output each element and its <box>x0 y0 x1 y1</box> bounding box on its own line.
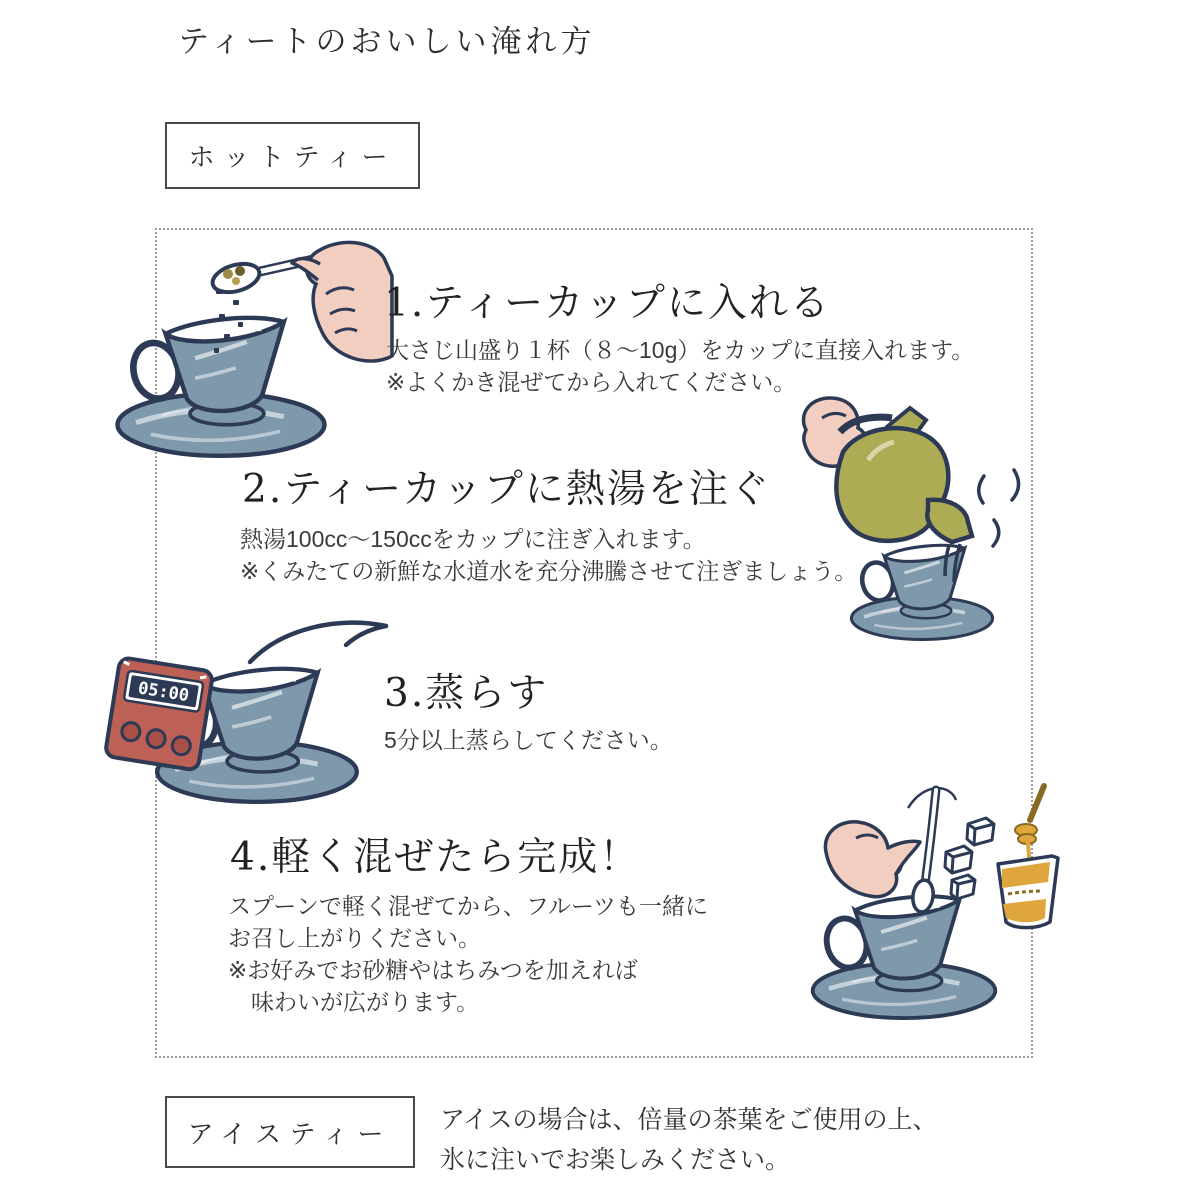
step4-line4: 味わいが広がります。 <box>228 989 480 1015</box>
hand-icon <box>825 822 920 897</box>
honey-jar-icon <box>998 856 1058 928</box>
step4-illustration <box>812 772 1060 1016</box>
step3-illustration <box>102 612 398 808</box>
page-title: ティートのおいしい淹れ方 <box>178 24 596 60</box>
timer-display: 05:00 <box>136 678 191 707</box>
sugar-cubes-icon <box>945 818 994 899</box>
ice-tea-label: アイスティー <box>187 1119 393 1150</box>
step4-line1: スプーンで軽く混ぜてから、フルーツも一緒に <box>228 893 709 919</box>
ice-tea-line1: アイスの場合は、倍量の茶葉をご使用の上、 <box>440 1106 938 1134</box>
hand-icon <box>292 242 392 361</box>
step3-heading: 3.蒸らす <box>384 671 549 716</box>
step1-line2: ※よくかき混ぜてから入れてください。 <box>386 369 797 395</box>
honey-dipper-icon <box>1015 786 1044 864</box>
timer-icon <box>105 657 213 770</box>
steam-swoosh-icon <box>250 623 386 662</box>
step2-heading: 2.ティーカップに熱湯を注ぐ <box>242 467 771 512</box>
step2-line2: ※くみたての新鮮な水道水を充分沸騰させて注ぎましょう。 <box>240 558 858 584</box>
step1-heading: 1.ティーカップに入れる <box>384 281 831 326</box>
hot-tea-label-box <box>165 122 420 189</box>
step1-illustration <box>120 236 392 462</box>
step2-line1: 熱湯100cc～150ccをカップに注ぎ入れます。 <box>240 526 706 552</box>
hot-tea-label: ホットティー <box>188 143 397 173</box>
step4-line2: お召し上がりください。 <box>228 925 481 951</box>
teacup-icon <box>118 318 325 456</box>
step4-line3: ※お好みでお砂糖やはちみつを加えれば <box>228 957 638 983</box>
step4-heading: 4.軽く混ぜたら完成！ <box>230 835 641 880</box>
step3-line1: 5分以上蒸らしてください。 <box>384 727 673 753</box>
step2-illustration <box>788 390 1038 642</box>
ice-tea-label-box <box>165 1096 415 1168</box>
teacup-icon <box>813 896 996 1018</box>
ice-tea-line2: 氷に注いでお楽しみください。 <box>440 1146 791 1174</box>
steam-icon <box>979 470 1019 546</box>
teacup-icon <box>851 545 992 639</box>
step1-line1: 大さじ山盛り１杯（８～10g）をカップに直接入れます。 <box>386 337 975 363</box>
